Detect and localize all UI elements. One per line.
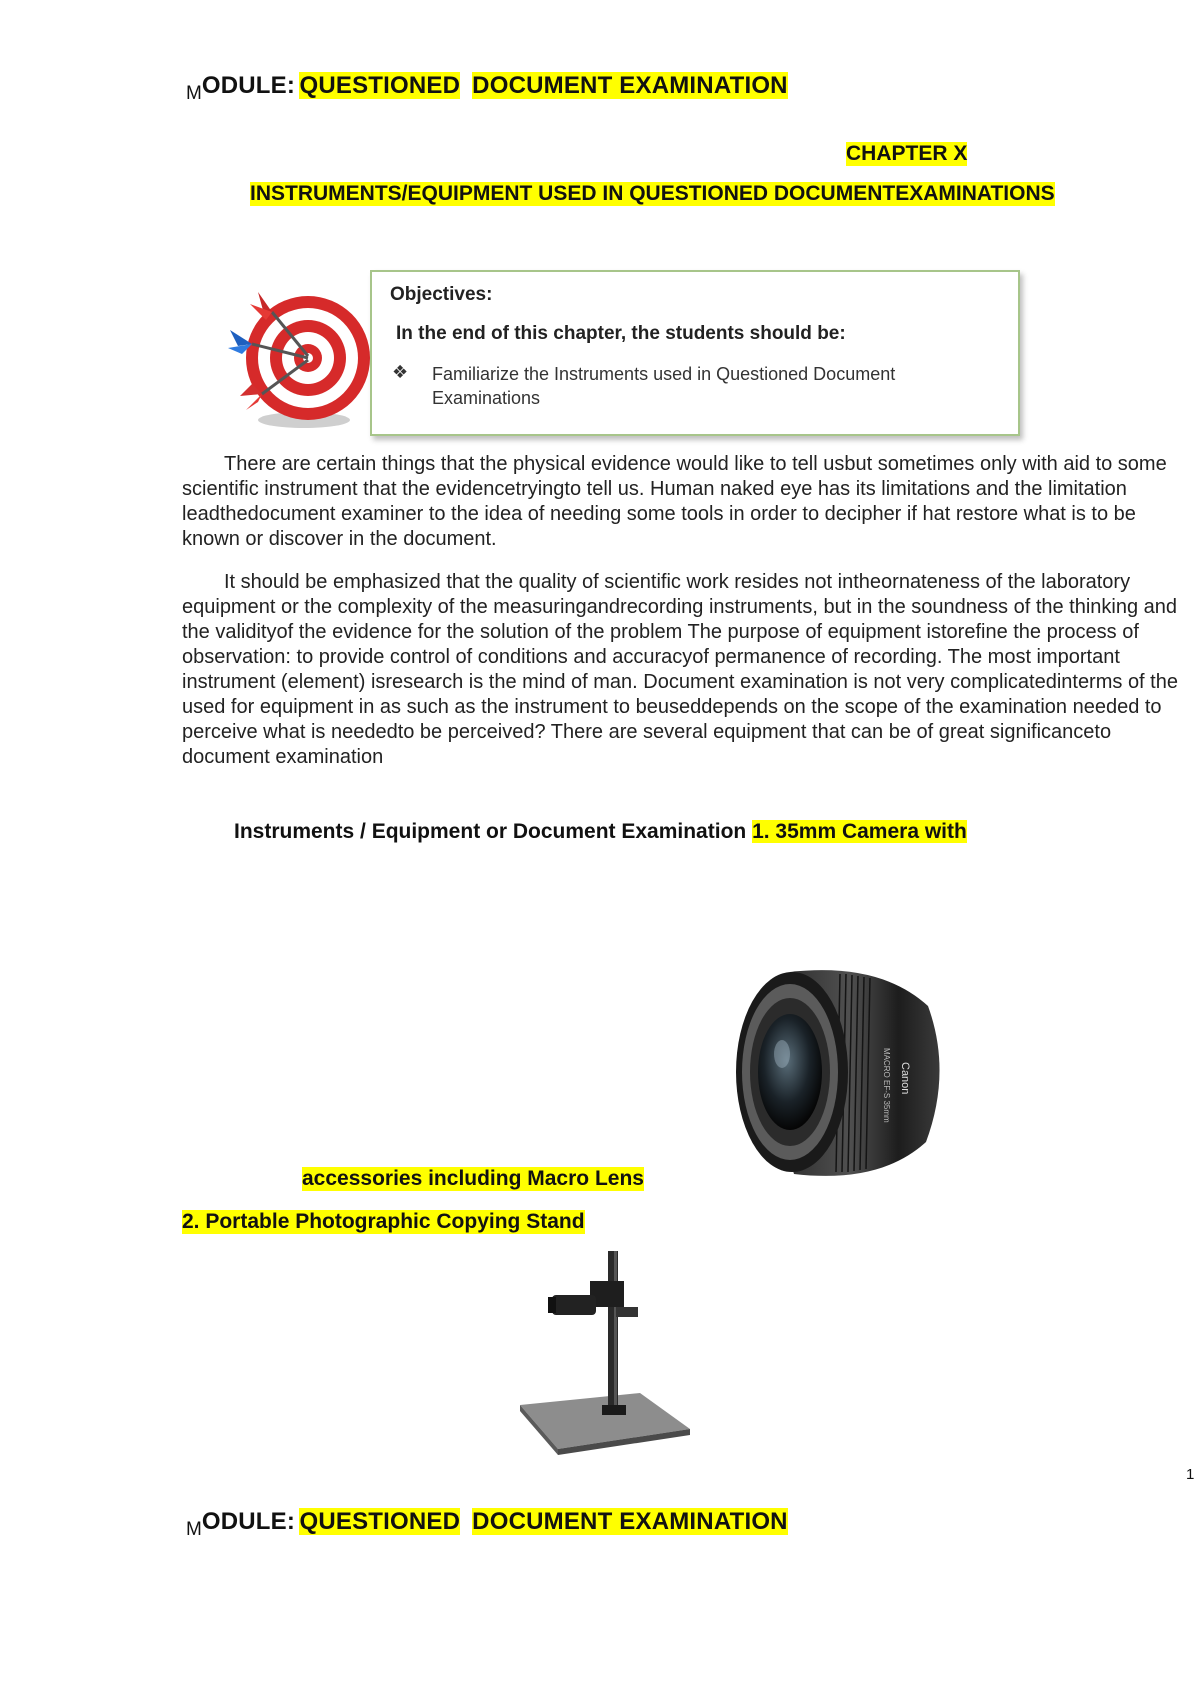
lens-brand: Canon bbox=[899, 1062, 911, 1095]
module-header-footer: MODULE: QUESTIONED DOCUMENT EXAMINATION bbox=[186, 1508, 788, 1540]
module-header: MODULE: QUESTIONED DOCUMENT EXAMINATION bbox=[186, 72, 788, 104]
paragraph-2: It should be emphasized that the quality of scientific work resides not intheornateness of the laboratory equipment or the complexity of the measuringandrecording instruments, but in the soundness of the thinking and the validityof the evidence for the solution of the problem The purpose of equipment istorefine the process of observation: to provide control of conditions and accuracyof permanence of recording. The most important instrument (element) isresearch is the mind of man. Document examination is not very complicatedinterms of the used for equipment in as such as the instrument to beuseddepends on the scope of the examination needed to perceive what is neededto be perceived? There are several equipment that can be of great significanceto document examination bbox=[182, 571, 1178, 768]
diamond-bullet-icon: ❖ bbox=[392, 362, 409, 382]
objectives-title: Objectives: bbox=[390, 284, 493, 305]
section-title: Instruments / Equipment or Document Examination 1. 35mm Camera with bbox=[234, 820, 967, 843]
objective-item: Familiarize the Instruments used in Questioned Document Examinations bbox=[432, 364, 896, 408]
chapter-title: INSTRUMENTS/EQUIPMENT USED IN QUESTIONED DOCUMENTEXAMINATIONS bbox=[250, 182, 1055, 205]
chapter-number: CHAPTER X bbox=[846, 142, 968, 165]
target-with-darts-icon bbox=[222, 276, 372, 432]
copy-stand-image bbox=[490, 1245, 700, 1455]
item-1-continuation: accessories including Macro Lens bbox=[302, 1167, 644, 1190]
item-2-label: 2. Portable Photographic Copying Stand bbox=[182, 1210, 585, 1233]
lens-model: MACRO EF-S 35mm bbox=[882, 1048, 891, 1123]
paragraph-1: There are certain things that the physical evidence would like to tell usbut sometimes only with aid to some scientific instrument that the evidencetryingto tell us. Human naked eye has its limitations and the limitation leadthedocument examiner to the idea of needing some tools in order to decipher if hat restore what is to be known or discover in the document. bbox=[182, 453, 1167, 550]
macro-lens-image bbox=[720, 962, 950, 1184]
objectives-lead: In the end of this chapter, the students should be: bbox=[396, 323, 846, 344]
objectives-box bbox=[370, 270, 1020, 436]
item-1-label: 1. 35mm Camera with bbox=[752, 820, 967, 843]
page-number: 1 bbox=[1186, 1466, 1195, 1483]
